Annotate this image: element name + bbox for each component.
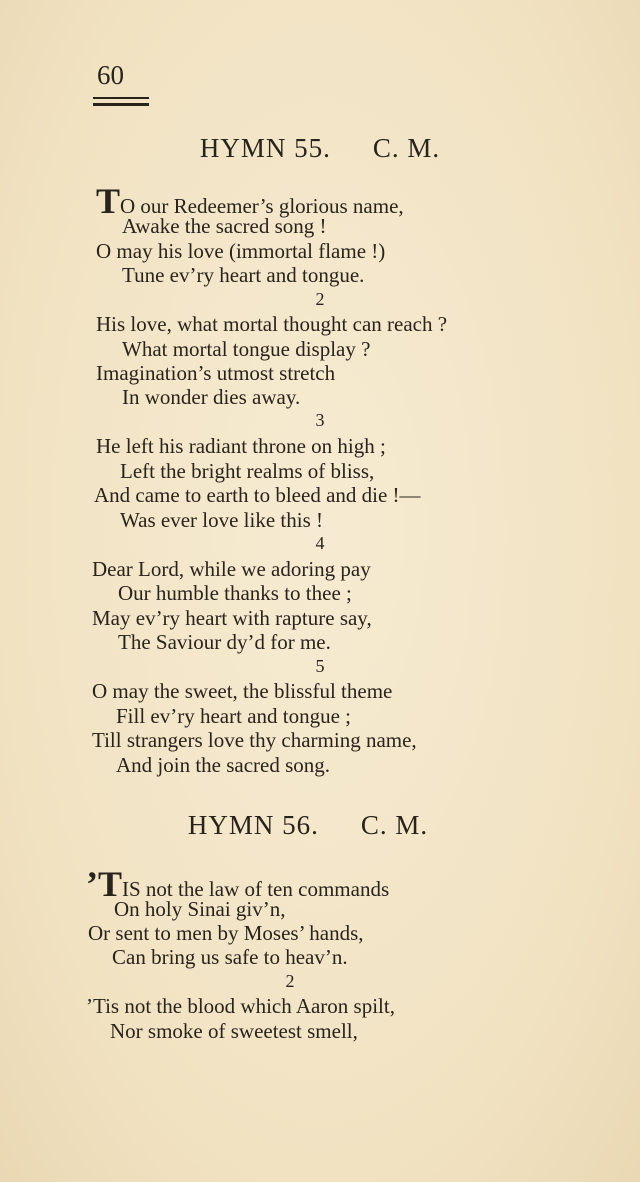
hymn-55-line: What mortal tongue display ? [122,337,371,361]
hymn-55-line: And came to earth to bleed and die !— [94,483,421,507]
hymn-55-line: Imagination’s utmost stretch [96,361,336,385]
hymn-55-title [0,133,640,164]
hymn-55-line: Tune ev’ry heart and tongue. [122,263,365,287]
hymn-55-line: Left the bright realms of bliss, [120,459,375,483]
hymn-55-line: Awake the sacred song ! [122,214,327,238]
hymn-56-line: ’Tis not the blood which Aaron spilt, [86,994,395,1018]
drop-cap: T [96,181,121,221]
hymn-56-line: Or sent to men by Moses’ hands, [88,921,364,945]
hymn-55-line: The Saviour dy’d for me. [118,630,331,654]
hymn-55-number: HYMN 55. [199,133,331,163]
verse-number: 2 [315,289,325,309]
page-number: 60 [97,60,124,90]
hymn-55-line: Fill ev’ry heart and tongue ; [116,704,352,728]
hymn-55-line: He left his radiant throne on high ; [96,434,386,458]
hymn-55-line: Was ever love like this ! [120,508,323,532]
hymn-56-line: Can bring us safe to heav’n. [112,945,348,969]
hymn-56-number: HYMN 56. [187,810,319,840]
hymn-55-meter: C. M. [372,133,441,163]
hymn-56-title [0,810,628,841]
hymn-55-line: TO our Redeemer’s glorious name, [96,181,404,221]
hymn-56-line: ’TIS not the law of ten commands [86,864,390,904]
hymn-55-line: Our humble thanks to thee ; [118,581,352,605]
verse-number: 5 [315,656,325,676]
hymn-56-line: Nor smoke of sweetest smell, [110,1019,358,1043]
hymn-55-line: O may his love (immortal flame !) [96,239,386,263]
hymn-55-line: May ev’ry heart with rapture say, [92,606,372,630]
hymn-55-line: In wonder dies away. [122,385,301,409]
header-rule-thick [93,103,149,106]
hymn-55-line: Till strangers love thy charming name, [92,728,417,752]
hymn-55-line: And join the sacred song. [116,753,331,777]
header-rule [93,97,149,99]
hymn-55-line: Dear Lord, while we adoring pay [92,557,371,581]
hymn-56-line: On holy Sinai giv’n, [114,897,286,921]
hymn-56-meter: C. M. [360,810,429,840]
drop-cap: ’T [86,864,122,904]
verse-number: 2 [285,971,295,991]
hymn-55-line: His love, what mortal thought can reach ? [96,312,448,336]
verse-number: 3 [315,410,325,430]
verse-number: 4 [315,533,325,553]
hymn-55-line: O may the sweet, the blissful theme [92,679,393,703]
